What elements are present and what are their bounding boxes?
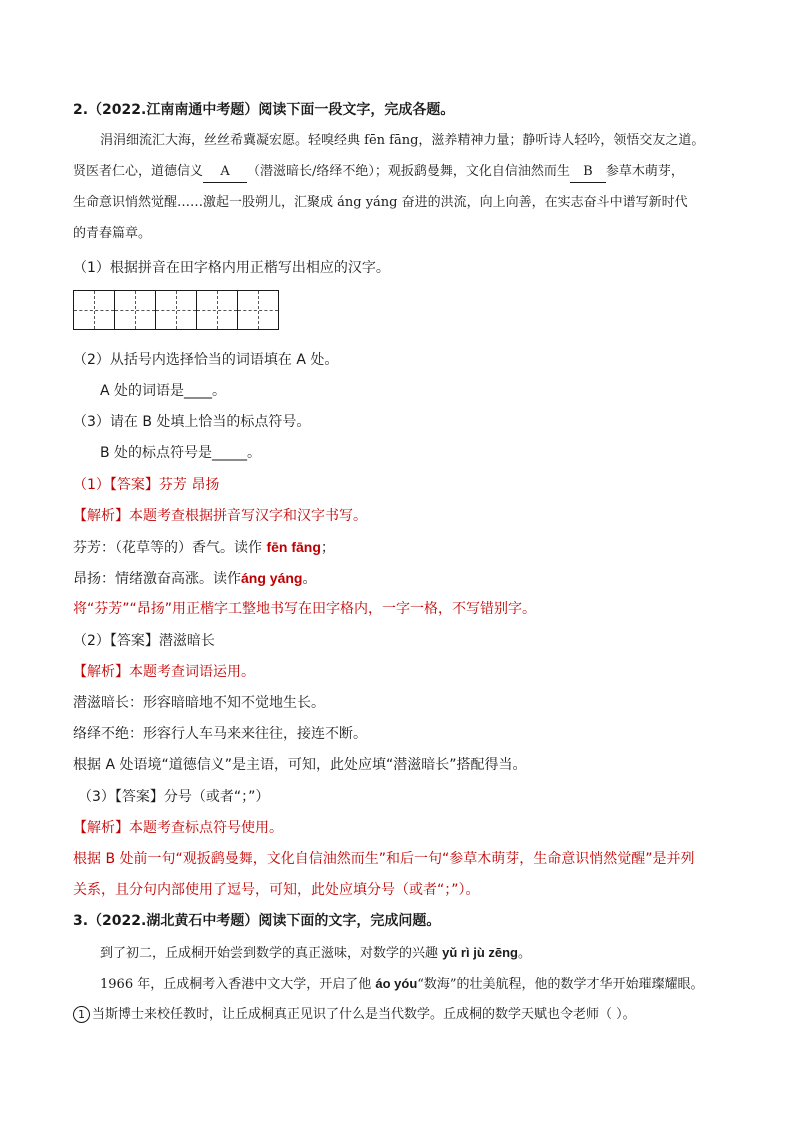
grid-cell[interactable] [114,290,156,330]
analysis-1-line-1 [73,537,335,558]
answer-2: （2）【答案】潜滋暗长 [73,633,215,649]
pinyin: áo yóu [375,976,418,991]
q3-passage-text: 。 [517,946,531,961]
analysis-1-line-3: 将“芬芳”“昂扬”用正楷字工整地书写在田字格内，一字一格，不写错别字。 [73,601,537,617]
answer-1: （1）【答案】芬芳 昂扬 [73,477,220,493]
grid-cell[interactable] [196,290,238,330]
q3-passage-line-1 [100,943,531,964]
q2-passage-text: （潜滋暗长/络绎不绝）；观扳鹞曼舞，文化自信油然而生 [247,164,570,179]
analysis-3-line-2: 关系，且分句内部使用了逗号，可知，此处应填分号（或者“；”）。 [73,882,480,898]
q3-passage-line-2 [100,974,704,995]
q2-passage-text: 贤医者仁心，道德信义 [73,164,204,179]
analysis-2-line-3: 根据 A 处语境“道德信义”是主语，可知，此处应填“潜滋暗长”搭配得当。 [73,757,527,773]
q3-passage-line-3 [73,1005,636,1025]
analysis-3-line-1: 根据 B 处前一句“观扳鹞曼舞，文化自信油然而生”和后一句“参草木萌芽，生命意识悄然觉醒”是并列 [73,851,695,867]
q2-passage-line-2 [73,162,684,183]
pinyin: áng yáng [241,570,303,586]
q2-passage-line-3: 生命意识悄然觉醒……激起一股朔儿，汇聚成 áng yáng 奋进的洪流，向上向善，在实志奋斗中谱写新时代 [73,195,688,210]
circled-number: 1 [73,1006,90,1023]
q3-passage-text: “数海”的壮美航程，他的数学才华开始璀璨耀眼。 [417,977,704,992]
q3-passage-text: 到了初二，丘成桐开始尝到数学的真正滋味，对数学的兴趣 [100,946,443,961]
analysis-text: 芬芳：（花草等的）香气。读作 [73,540,267,556]
q2-sub3: （3）请在 B 处填上恰当的标点符号。 [73,414,311,430]
grid-cell[interactable] [73,290,115,330]
analysis-2-line-1: 潜滋暗长：形容暗暗地不知不觉地生长。 [73,695,325,711]
q2-sub1: （1）根据拼音在田字格内用正楷写出相应的汉字。 [73,260,390,276]
q2-passage-text: 参草木萌芽， [605,164,684,179]
analysis-text: 。 [302,571,317,587]
analysis-3: 【解析】本题考查标点符号使用。 [73,820,283,836]
pinyin: fēn fāng [266,539,321,555]
q3-passage-text: 当斯博士来校任教时，让丘成桐真正见识了什么是当代数学。丘成桐的数学天赋也令老师（ ）。 [92,1007,636,1022]
q2-title: 2.（2022.江南南通中考题）阅读下面一段文字，完成各题。 [73,102,455,118]
analysis-1: 【解析】本题考查根据拼音写汉字和汉字书写。 [73,508,367,524]
tianzige-grid[interactable] [73,290,279,330]
blank-b: B [570,162,606,183]
analysis-2: 【解析】本题考查词语运用。 [73,664,255,680]
q2-passage-line-4: 的青春篇章。 [73,226,152,241]
grid-cell[interactable] [155,290,197,330]
q2-sub2: （2）从括号内选择恰当的词语填在 A 处。 [73,352,339,368]
grid-cell[interactable] [237,290,279,330]
analysis-text: ； [320,540,335,556]
analysis-1-line-2 [73,568,316,589]
pinyin: yǔ rì jù zēng [442,945,518,960]
q2-sub2-answer-line: A 处的词语是____。 [100,383,227,399]
q3-title: 3.（2022.湖北黄石中考题）阅读下面的文字，完成问题。 [73,913,441,929]
q3-passage-text: 1966 年，丘成桐考入香港中文大学，开启了他 [100,977,376,992]
analysis-2-line-2: 络绎不绝：形容行人车马来来往往，接连不断。 [73,726,367,742]
answer-3: （3）【答案】分号（或者“；”） [78,789,270,805]
q2-passage-line-1: 涓涓细流汇大海，丝丝希冀凝宏愿。轻嗅经典 fēn fāng，滋养精神力量；静听诗人轻吟，领悟交友之道。 [100,133,705,148]
blank-a: A [203,162,247,183]
analysis-text: 昂扬：情绪激奋高涨。读作 [73,571,241,587]
q2-sub3-answer-line: B 处的标点符号是_____。 [100,445,262,461]
